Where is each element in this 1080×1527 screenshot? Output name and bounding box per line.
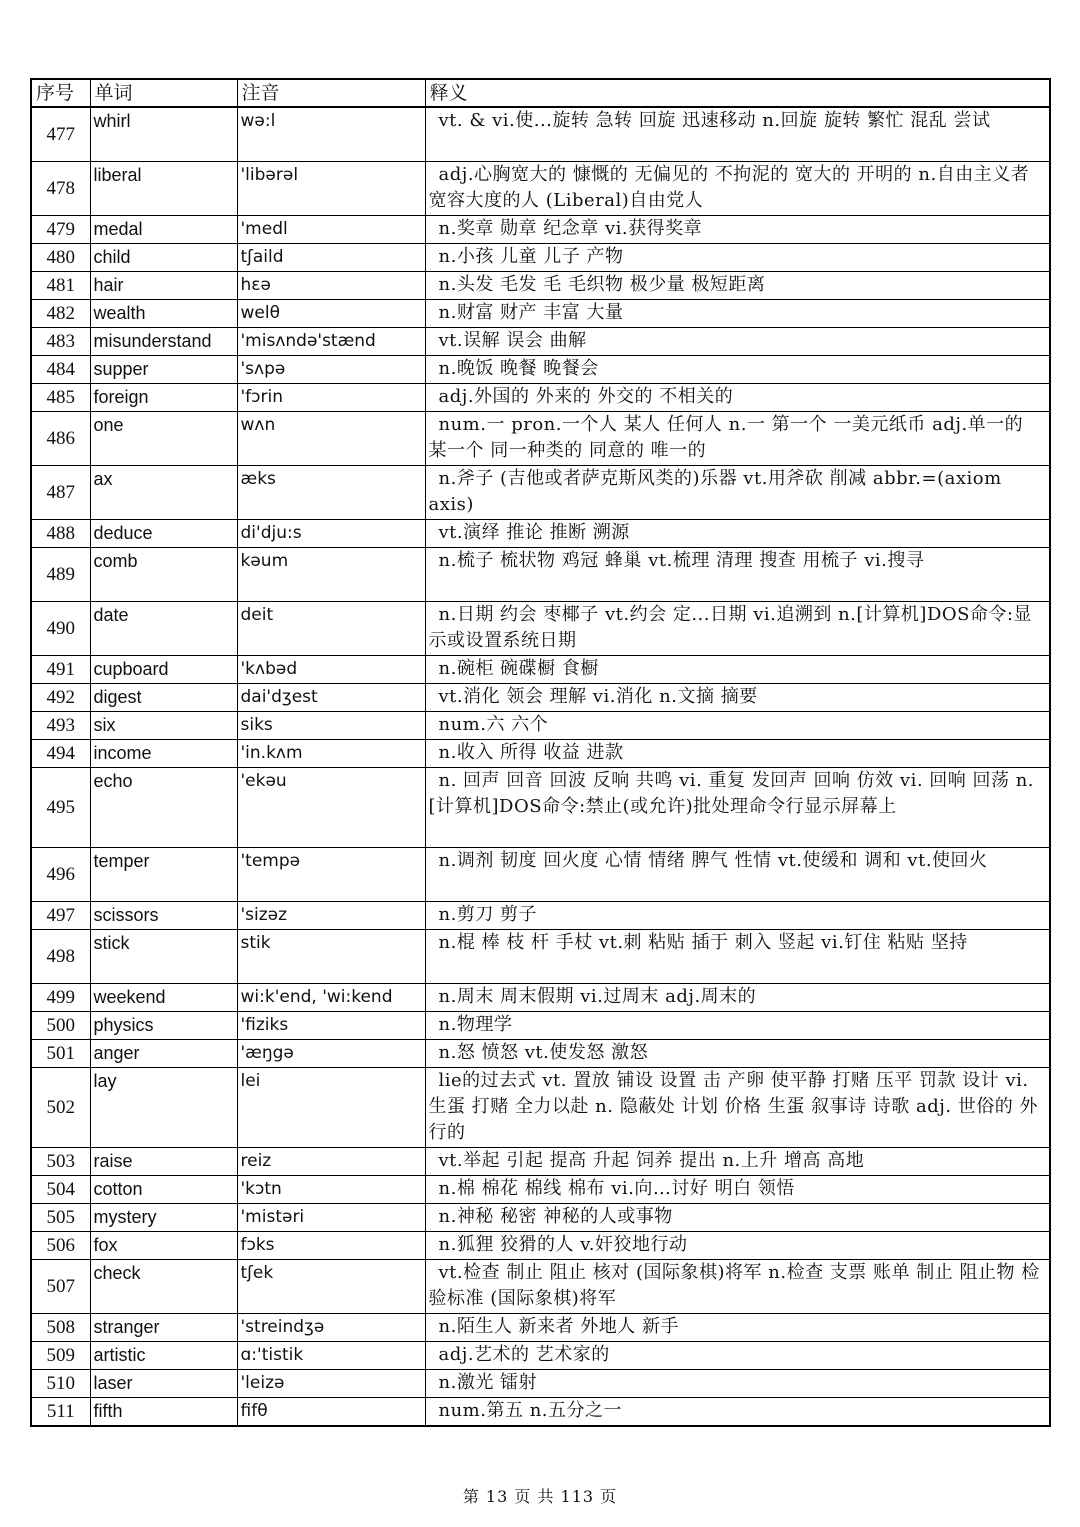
row-word: date [90,602,237,656]
row-word: deduce [90,520,237,548]
row-definition: n.小孩 儿童 儿子 产物 [425,244,1050,272]
row-phonetic: wi:k'end, 'wi:kend [237,984,425,1012]
row-number: 505 [31,1204,90,1232]
table-header [31,79,1050,107]
row-number: 507 [31,1260,90,1314]
row-number: 510 [31,1370,90,1398]
row-number: 485 [31,384,90,412]
row-number: 481 [31,272,90,300]
row-definition: n.碗柜 碗碟橱 食橱 [425,656,1050,684]
row-phonetic: tʃek [237,1260,425,1314]
row-definition: n.头发 毛发 毛 毛织物 极少量 极短距离 [425,272,1050,300]
table-row [31,244,1050,272]
row-number: 511 [31,1398,90,1427]
row-definition: vt.误解 误会 曲解 [425,328,1050,356]
header-word: 单词 [90,79,237,107]
row-word: misunderstand [90,328,237,356]
table-row [31,1040,1050,1068]
header-definition: 释义 [425,79,1050,107]
row-phonetic: welθ [237,300,425,328]
row-definition: n.奖章 勋章 纪念章 vi.获得奖章 [425,216,1050,244]
table-row [31,272,1050,300]
row-definition: num.第五 n.五分之一 [425,1398,1050,1427]
row-definition: n.斧子 (吉他或者萨克斯风类的)乐器 vt.用斧砍 削减 abbr.=(axiom axis) [425,466,1050,520]
row-number: 491 [31,656,90,684]
row-definition: vt. & vi.使...旋转 急转 回旋 迅速移动 n.回旋 旋转 繁忙 混乱 尝试 [425,107,1050,162]
row-word: fox [90,1232,237,1260]
row-phonetic: stik [237,930,425,984]
table-row [31,162,1050,216]
table-row [31,1370,1050,1398]
header-phonetic: 注音 [237,79,425,107]
row-phonetic: deit [237,602,425,656]
row-definition: n.剪刀 剪子 [425,902,1050,930]
vocabulary-table [30,78,1051,1427]
table-row [31,602,1050,656]
table-row [31,768,1050,848]
row-number: 499 [31,984,90,1012]
row-phonetic: 'kɔtn [237,1176,425,1204]
row-word: one [90,412,237,466]
row-word: liberal [90,162,237,216]
row-definition: n.收入 所得 收益 进款 [425,740,1050,768]
row-number: 490 [31,602,90,656]
table-row [31,356,1050,384]
row-phonetic: siks [237,712,425,740]
row-phonetic: di'dju:s [237,520,425,548]
page-footer: 第 13 页 共 113 页 [462,1487,618,1506]
table-row [31,384,1050,412]
row-phonetic: hɛə [237,272,425,300]
row-number: 502 [31,1068,90,1148]
row-definition: n.激光 镭射 [425,1370,1050,1398]
row-number: 488 [31,520,90,548]
table-row [31,712,1050,740]
row-word: child [90,244,237,272]
row-number: 501 [31,1040,90,1068]
row-definition: n.物理学 [425,1012,1050,1040]
row-phonetic: 'streindʒə [237,1314,425,1342]
table-row [31,520,1050,548]
row-word: cupboard [90,656,237,684]
row-phonetic: wə:l [237,107,425,162]
row-word: wealth [90,300,237,328]
row-word: supper [90,356,237,384]
row-number: 483 [31,328,90,356]
row-number: 506 [31,1232,90,1260]
row-word: stick [90,930,237,984]
row-number: 497 [31,902,90,930]
table-row [31,107,1050,162]
row-phonetic: fɔks [237,1232,425,1260]
row-phonetic: 'æŋgə [237,1040,425,1068]
row-definition: lie的过去式 vt. 置放 铺设 设置 击 产卵 使平静 打赌 压平 罚款 设计 vi. 生蛋 打赌 全力以赴 n. 隐蔽处 计划 价格 生蛋 叙事诗 诗歌 adj. 世俗的 外行的 [425,1068,1050,1148]
row-phonetic: 'ekəu [237,768,425,848]
row-phonetic: ɑ:'tistik [237,1342,425,1370]
table-row [31,984,1050,1012]
row-number: 489 [31,548,90,602]
row-phonetic: 'medl [237,216,425,244]
row-number: 479 [31,216,90,244]
row-word: income [90,740,237,768]
row-number: 500 [31,1012,90,1040]
row-definition: n.调剂 韧度 回火度 心情 情绪 脾气 性情 vt.使缓和 调和 vt.使回火 [425,848,1050,902]
row-phonetic: 'in.kʌm [237,740,425,768]
row-definition: num.一 pron.一个人 某人 任何人 n.一 第一个 一美元纸币 adj.单一的 某一个 同一种类的 同意的 唯一的 [425,412,1050,466]
row-definition: n.日期 约会 枣椰子 vt.约会 定...日期 vi.追溯到 n.[计算机]DOS命令:显示或设置系统日期 [425,602,1050,656]
row-phonetic: reiz [237,1148,425,1176]
row-definition: n.棉 棉花 棉线 棉布 vi.向…讨好 明白 领悟 [425,1176,1050,1204]
row-word: mystery [90,1204,237,1232]
row-phonetic: lei [237,1068,425,1148]
row-word: foreign [90,384,237,412]
row-definition: n.周末 周末假期 vi.过周末 adj.周末的 [425,984,1050,1012]
row-phonetic: 'mistəri [237,1204,425,1232]
row-word: echo [90,768,237,848]
table-row [31,216,1050,244]
row-word: stranger [90,1314,237,1342]
row-phonetic: kəum [237,548,425,602]
table-row [31,848,1050,902]
table-row [31,902,1050,930]
table-row [31,930,1050,984]
table-row [31,328,1050,356]
row-number: 496 [31,848,90,902]
table-row [31,1260,1050,1314]
table-row [31,740,1050,768]
row-word: scissors [90,902,237,930]
row-word: whirl [90,107,237,162]
row-word: lay [90,1068,237,1148]
table-row [31,1148,1050,1176]
row-definition: n.神秘 秘密 神秘的人或事物 [425,1204,1050,1232]
table-row [31,412,1050,466]
table-row [31,1012,1050,1040]
row-phonetic: dai'dʒest [237,684,425,712]
row-definition: adj.艺术的 艺术家的 [425,1342,1050,1370]
row-word: digest [90,684,237,712]
row-number: 503 [31,1148,90,1176]
row-definition: n.狐狸 狡猾的人 v.奸狡地行动 [425,1232,1050,1260]
row-definition: adj.心胸宽大的 慷慨的 无偏见的 不拘泥的 宽大的 开明的 n.自由主义者 宽容大度的人 (Liberal)自由党人 [425,162,1050,216]
row-phonetic: 'tempə [237,848,425,902]
row-number: 498 [31,930,90,984]
row-definition: n.梳子 梳状物 鸡冠 蜂巢 vt.梳理 清理 搜查 用梳子 vi.搜寻 [425,548,1050,602]
row-number: 493 [31,712,90,740]
row-phonetic: 'misʌndə'stænd [237,328,425,356]
table-row [31,300,1050,328]
row-word: raise [90,1148,237,1176]
row-phonetic: fifθ [237,1398,425,1427]
row-number: 480 [31,244,90,272]
row-word: comb [90,548,237,602]
row-phonetic: 'leizə [237,1370,425,1398]
table-row [31,1314,1050,1342]
row-phonetic: 'kʌbəd [237,656,425,684]
table-row [31,656,1050,684]
row-definition: n.陌生人 新来者 外地人 新手 [425,1314,1050,1342]
row-definition: adj.外国的 外来的 外交的 不相关的 [425,384,1050,412]
row-definition: num.六 六个 [425,712,1050,740]
table-row [31,1398,1050,1427]
row-definition: n. 回声 回音 回波 反响 共鸣 vi. 重复 发回声 回响 仿效 vi. 回响 回荡 n.[计算机]DOS命令:禁止(或允许)批处理命令行显示屏幕上 [425,768,1050,848]
row-word: laser [90,1370,237,1398]
row-word: anger [90,1040,237,1068]
row-word: medal [90,216,237,244]
row-word: check [90,1260,237,1314]
row-number: 492 [31,684,90,712]
table-row [31,1068,1050,1148]
row-number: 509 [31,1342,90,1370]
row-word: hair [90,272,237,300]
row-phonetic: 'libərəl [237,162,425,216]
row-definition: n.棍 棒 枝 杆 手杖 vt.刺 粘贴 插于 刺入 竖起 vi.钉住 粘贴 坚持 [425,930,1050,984]
table-body [31,107,1050,1426]
row-definition: vt.消化 领会 理解 vi.消化 n.文摘 摘要 [425,684,1050,712]
row-number: 484 [31,356,90,384]
row-definition: n.晚饭 晚餐 晚餐会 [425,356,1050,384]
row-number: 482 [31,300,90,328]
row-word: artistic [90,1342,237,1370]
row-word: ax [90,466,237,520]
row-word: physics [90,1012,237,1040]
row-definition: vt.演绎 推论 推断 溯源 [425,520,1050,548]
row-word: six [90,712,237,740]
row-word: fifth [90,1398,237,1427]
row-phonetic: 'fɔrin [237,384,425,412]
row-definition: vt.检查 制止 阻止 核对 (国际象棋)将军 n.检查 支票 账单 制止 阻止物 检验标准 (国际象棋)将军 [425,1260,1050,1314]
row-number: 477 [31,107,90,162]
row-number: 494 [31,740,90,768]
row-number: 478 [31,162,90,216]
table-row [31,1342,1050,1370]
table-row [31,548,1050,602]
row-definition: n.财富 财产 丰富 大量 [425,300,1050,328]
row-word: cotton [90,1176,237,1204]
row-number: 508 [31,1314,90,1342]
row-phonetic: wʌn [237,412,425,466]
table-row [31,466,1050,520]
row-phonetic: æks [237,466,425,520]
table-row [31,1176,1050,1204]
row-definition: n.怒 愤怒 vt.使发怒 激怒 [425,1040,1050,1068]
row-number: 495 [31,768,90,848]
row-phonetic: tʃaild [237,244,425,272]
row-word: weekend [90,984,237,1012]
table-row [31,1232,1050,1260]
row-number: 487 [31,466,90,520]
row-number: 486 [31,412,90,466]
row-definition: vt.举起 引起 提高 升起 饲养 提出 n.上升 增高 高地 [425,1148,1050,1176]
row-phonetic: 'fiziks [237,1012,425,1040]
row-phonetic: 'sizəz [237,902,425,930]
table-row [31,1204,1050,1232]
row-word: temper [90,848,237,902]
header-number: 序号 [31,79,90,107]
row-phonetic: 'sʌpə [237,356,425,384]
table-row [31,684,1050,712]
row-number: 504 [31,1176,90,1204]
